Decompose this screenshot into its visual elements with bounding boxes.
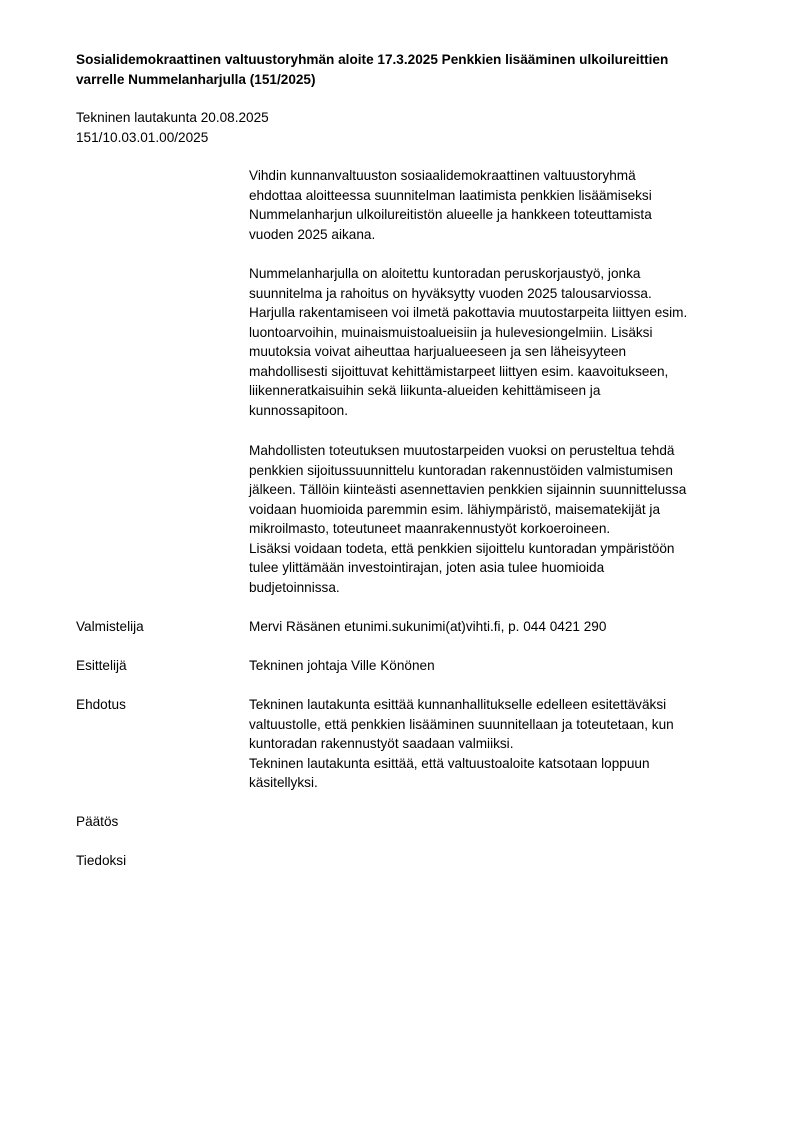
esittelija-value: Tekninen johtaja Ville Könönen: [249, 658, 435, 673]
document-title: [76, 50, 736, 90]
document-meta: [76, 108, 269, 147]
title-line: Sosialidemokraattinen valtuustoryhmän aloite 17.3.2025 Penkkien lisääminen ulkoilureittien: [76, 52, 669, 67]
text-line: Tekninen lautakunta esittää kunnanhallitukselle edelleen esitettäväksi: [249, 697, 667, 712]
ehdotus-label: Ehdotus: [76, 697, 126, 712]
text-line: käsitellyksi.: [249, 775, 318, 790]
title-line: varrelle Nummelanharjulla (151/2025): [76, 72, 316, 87]
meeting-line: Tekninen lautakunta 20.08.2025: [76, 110, 269, 125]
ehdotus-text: [249, 695, 749, 793]
paatos-label: Päätös: [76, 814, 119, 829]
text-line: ehdottaa aloitteessa suunnitelman laatimista penkkien lisäämiseksi: [249, 187, 652, 203]
text-line: Mahdollisten toteutuksen muutostarpeiden vuoksi on perusteltua tehdä: [249, 443, 675, 458]
text-line: mikroilmasto, toteutuneet maanrakennustyöt korkoeroineen.: [249, 521, 611, 536]
text-line: Tekninen lautakunta esittää, että valtuustoaloite katsotaan loppuun: [249, 755, 650, 771]
text-line: suunnitelma ja rahoitus on hyväksytty vuoden 2025 talousarviossa.: [249, 285, 652, 301]
valmistelija-value: Mervi Räsänen etunimi.sukunimi(at)vihti.fi, p. 044 0421 290: [249, 619, 607, 634]
text-line: kuntoradan rakennustyöt saadaan valmiiksi.: [249, 736, 514, 751]
text-line: voidaan huomioida paremmin esim. lähiympäristö, maisematekijät ja: [249, 501, 661, 517]
esittelija-label: Esittelijä: [76, 658, 127, 673]
paragraph-2: [249, 264, 749, 420]
text-line: kunnossapitoon.: [249, 402, 349, 418]
text-line: luontoarvoihin, muinaismuistoalueisiin ja hulevesiongelmiin. Lisäksi: [249, 324, 653, 340]
text-line: Nummelanharjulla on aloitettu kuntoradan peruskorjaustyö, jonka: [249, 266, 641, 281]
text-line: jälkeen. Tällöin kiinteästi asennettavien penkkien sijainnin suunnittelussa: [249, 482, 687, 497]
paragraph-1: [249, 166, 749, 244]
text-line: vuoden 2025 aikana.: [249, 226, 376, 242]
tiedoksi-label: Tiedoksi: [76, 853, 127, 868]
text-line: muutoksia voivat aiheuttaa harjualueeseen ja sen läheisyyteen: [249, 344, 627, 359]
text-line: penkkien sijoitussuunnittelu kuntoradan rakennustöiden valmistumisen: [249, 462, 673, 478]
text-line: Nummelanharjun ulkoilureitistön alueelle ja hankkeen toteuttamista: [249, 207, 652, 222]
paragraph-3: [249, 441, 749, 597]
text-line: valtuustolle, että penkkien lisääminen suunnitellaan ja toteutetaan, kun: [249, 716, 674, 732]
text-line: tulee ylittämään investointirajan, joten asia tulee huomioida: [249, 560, 605, 575]
text-line: mahdollisesti sijoittuvat kehittämistarpeet liittyen esim. kaavoitukseen,: [249, 363, 669, 379]
text-line: budjetoinnissa.: [249, 579, 340, 595]
text-line: Harjulla rakentamiseen voi ilmetä pakottavia muutostarpeita liittyen esim.: [249, 305, 688, 320]
text-line: liikenneratkaisuihin sekä liikunta-alueiden kehittämiseen ja: [249, 383, 601, 398]
text-line: Vihdin kunnanvaltuuston sosiaalidemokraattinen valtuustoryhmä: [249, 168, 636, 183]
text-line: Lisäksi voidaan todeta, että penkkien sijoittelu kuntoradan ympäristöön: [249, 540, 675, 556]
valmistelija-label: Valmistelija: [76, 619, 144, 634]
case-number: 151/10.03.01.00/2025: [76, 129, 209, 145]
